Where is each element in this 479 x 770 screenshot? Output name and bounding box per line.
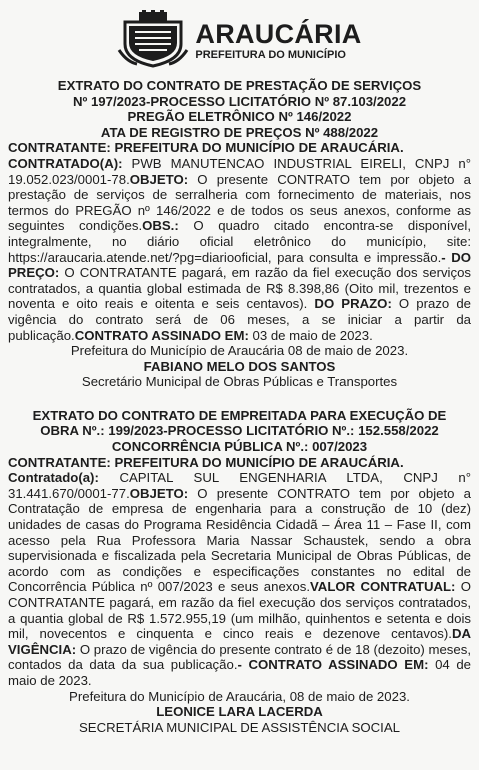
objeto-text: O presente CONTRATO tem por objeto a Contratação de empresa de engenharia para a construção de 10 (dez) unidades de casas do Programa Residência Cidadã – Área 11 – Fase II, com acesso pela Rua Professora Maria Nassar Schaustek, sendo a obra supervisionada e fiscalizada pela Secretaria Municipal de Obras Públicas, de acordo com as condições e especificações constantes no edital de Concorrência Pública nº 007/2023 e seus anexos. [8, 485, 471, 595]
municipal-seal-icon [117, 10, 189, 70]
obs-label: OBS.: [142, 218, 179, 234]
section-gap [8, 390, 471, 408]
title-line: EXTRATO DO CONTRATO DE PRESTAÇÃO DE SERVIÇOS [57, 78, 422, 93]
extract1-title [8, 78, 471, 140]
assinado-label: CONTRATO ASSINADO EM: [74, 327, 249, 343]
prazo-label: DO PRAZO: [314, 296, 392, 312]
header [8, 8, 471, 72]
objeto-label: OBJETO: [129, 171, 189, 187]
assinado-text: 03 de maio de 2023. [248, 327, 373, 343]
title-line: CONCORRÊNCIA PÚBLICA Nº.: 007/2023 [111, 439, 368, 455]
contratante-line: CONTRATANTE: PREFEITURA DO MUNICÍPIO DE ARAUCÁRIA. [8, 140, 404, 156]
place-date: Prefeitura do Município de Araucária 08 de maio de 2023. [70, 343, 409, 359]
brand-subtitle: PREFEITURA DO MUNICÍPIO [195, 48, 346, 61]
brand-name: ARAUCÁRIA [195, 18, 362, 49]
signer-name: LEONICE LARA LACERDA [156, 704, 323, 720]
title-line: EXTRATO DO CONTRATO DE EMPREITADA PARA EXECUÇÃO DE [32, 407, 447, 423]
objeto-label: OBJETO: [129, 485, 189, 501]
signer-role: Secretário Municipal de Obras Públicas e Transportes [81, 374, 398, 390]
valor-text: O CONTRATANTE pagará, em razão da fiel execução dos serviços contratados, a quantia global de R$ 1.572.955,19 (um milhão, quinhentos e setenta e dois mil, novecentos e cinquenta e cinco reais e dezenove centavos). [8, 579, 471, 642]
preco-label: - DO PREÇO: [8, 249, 471, 281]
contratado-text: CAPITAL SUL ENGENHARIA LTDA, CNPJ n° 31.441.670/0001-77. [8, 470, 471, 501]
extract2-body [8, 470, 471, 688]
assinado-label: - CONTRATO ASSINADO EM: [237, 657, 429, 673]
contratado-label: Contratado(a): [8, 470, 99, 486]
brand [195, 20, 361, 61]
place-date: Prefeitura do Município de Araucária, 08 de maio de 2023. [69, 688, 410, 704]
title-line: PREGÃO ELETRÔNICO Nº 146/2022 [127, 109, 352, 125]
signer-role: SECRETÁRIA MUNICIPAL DE ASSISTÊNCIA SOCIAL [79, 719, 400, 735]
vigencia-text: O prazo de vigência do presente contrato é de 18 (dezoito) meses, contados da data da sua publicação. [8, 641, 471, 673]
objeto-text: O presente CONTRATO tem por objeto a prestação de serviços de serralheria com fornecimento de materiais, nos termos do PREGÃO nº 146/2022 e de todos os seus anexos, conforme as seguintes condições. [8, 171, 471, 234]
signer-name: FABIANO MELO DOS SANTOS [143, 358, 336, 374]
extract-section-1 [8, 78, 471, 390]
contratado-text: PWB MANUTENCAO INDUSTRIAL EIRELI, CNPJ n° 19.052.023/0001-78. [8, 155, 471, 187]
prazo-text: O prazo de vigência do contrato será de 06 meses, a se iniciar a partir da publicação. [8, 296, 472, 343]
valor-label: VALOR CONTRATUAL: [309, 579, 456, 595]
preco-text: O CONTRATANTE pagará, em razão da fiel execução dos serviços contratados, a quantia global estimada de R$ 8.398,86 (Oito mil, trezentos e noventa e oito reais e oitenta e seis centavos). [8, 265, 471, 312]
extract-section-2 [8, 408, 471, 735]
obs-text: O quadro citado encontra-se disponível, integralmente, no diário oficial eletrônico do município, site: https://araucaria.atende.net/?pg=diariooficial, para consulta e impressão. [8, 218, 471, 265]
extract2-title [8, 408, 471, 455]
title-line: Nº 197/2023-PROCESSO LICITATÓRIO Nº 87.103/2022 [72, 93, 407, 109]
extract1-body [8, 156, 471, 343]
vigencia-label: DA VIGÊNCIA: [8, 626, 471, 657]
title-line: OBRA Nº.: 199/2023-PROCESSO LICITATÓRIO Nº.: 152.558/2022 [40, 423, 439, 439]
contratante-line: CONTRATANTE: PREFEITURA DO MUNICÍPIO DE ARAUCÁRIA. [8, 454, 404, 470]
contratado-label: CONTRATADO(A): [8, 155, 123, 171]
title-line: ATA DE REGISTRO DE PREÇOS Nº 488/2022 [100, 124, 379, 140]
assinado-text: 04 de maio de 2023. [8, 657, 471, 688]
